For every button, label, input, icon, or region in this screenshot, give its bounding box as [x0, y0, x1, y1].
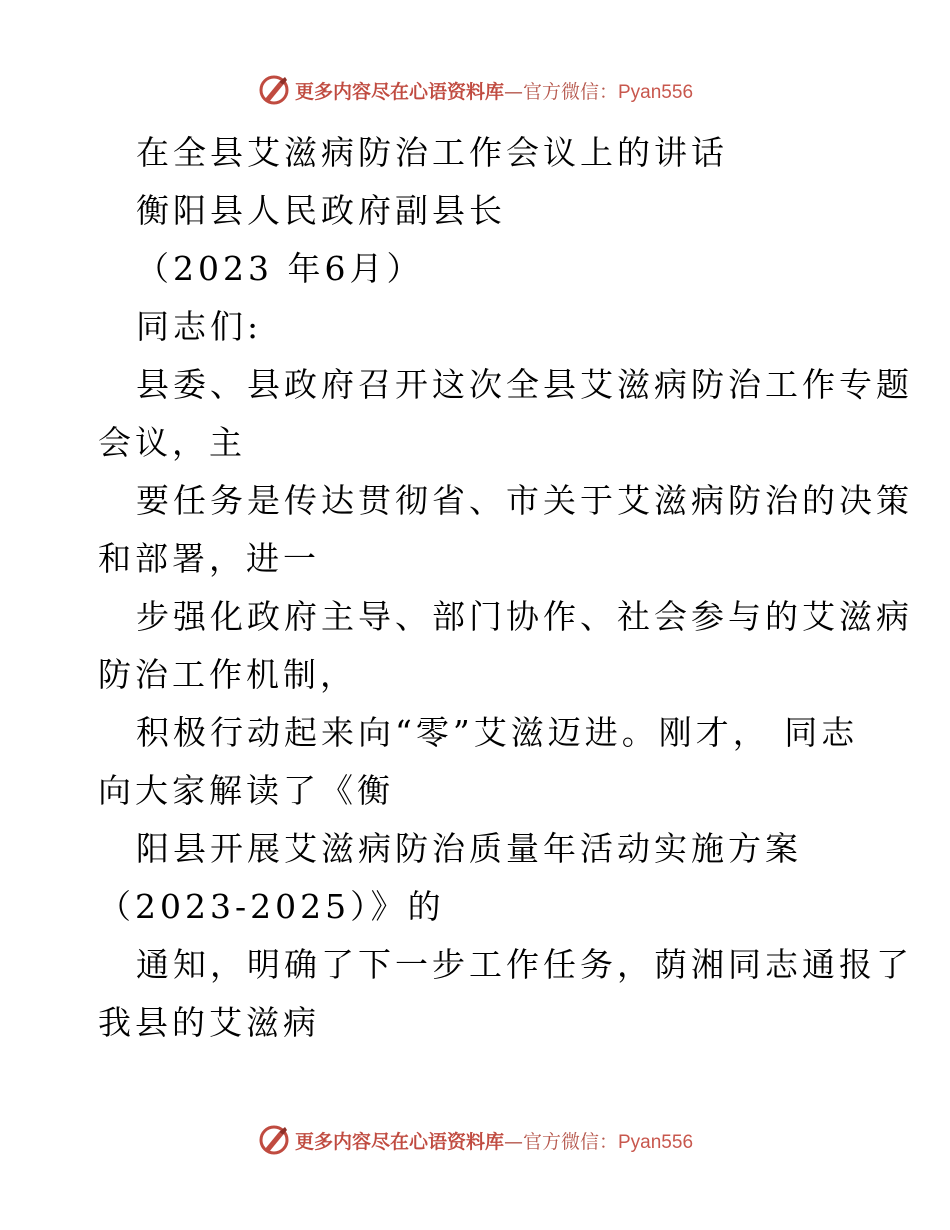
paragraph-line: 通知，明确了下一步工作任务，荫湘同志通报了	[136, 945, 913, 984]
watermark-header	[0, 72, 950, 108]
speech-title: 在全县艾滋病防治工作会议上的讲话	[136, 133, 728, 172]
paragraph-line: 和部署，进一	[98, 539, 320, 578]
speech-date: （2023 年6月）	[136, 249, 424, 288]
paragraph-line: 积极行动起来向“零”艾滋迈进。刚才， 同志	[136, 713, 859, 752]
paragraph-line: 会议，主	[98, 423, 246, 462]
paragraph-line: 县委、县政府召开这次全县艾滋病防治工作专题	[136, 365, 913, 404]
watermark-footer	[0, 1122, 950, 1158]
pen-logo-icon	[257, 73, 291, 107]
document-body	[98, 124, 913, 1052]
paragraph-line: 防治工作机制，	[98, 655, 357, 694]
paragraph-line: 向大家解读了《衡	[98, 771, 394, 810]
paragraph-line: 步强化政府主导、部门协作、社会参与的艾滋病	[136, 597, 913, 636]
watermark-text: 更多内容尽在心语资料库—官方微信：Pyan556	[294, 80, 694, 103]
watermark-text: 更多内容尽在心语资料库—官方微信：Pyan556	[294, 1130, 694, 1153]
paragraph-line: 我县的艾滋病	[98, 1003, 320, 1042]
paragraph-line: （2023-2025）》的	[98, 887, 445, 926]
paragraph-line: 要任务是传达贯彻省、市关于艾滋病防治的决策	[136, 481, 913, 520]
pen-logo-icon	[257, 1123, 291, 1157]
speaker-title: 衡阳县人民政府副县长	[136, 191, 506, 230]
paragraph-line: 阳县开展艾滋病防治质量年活动实施方案	[136, 829, 802, 868]
salutation: 同志们:	[136, 307, 263, 346]
